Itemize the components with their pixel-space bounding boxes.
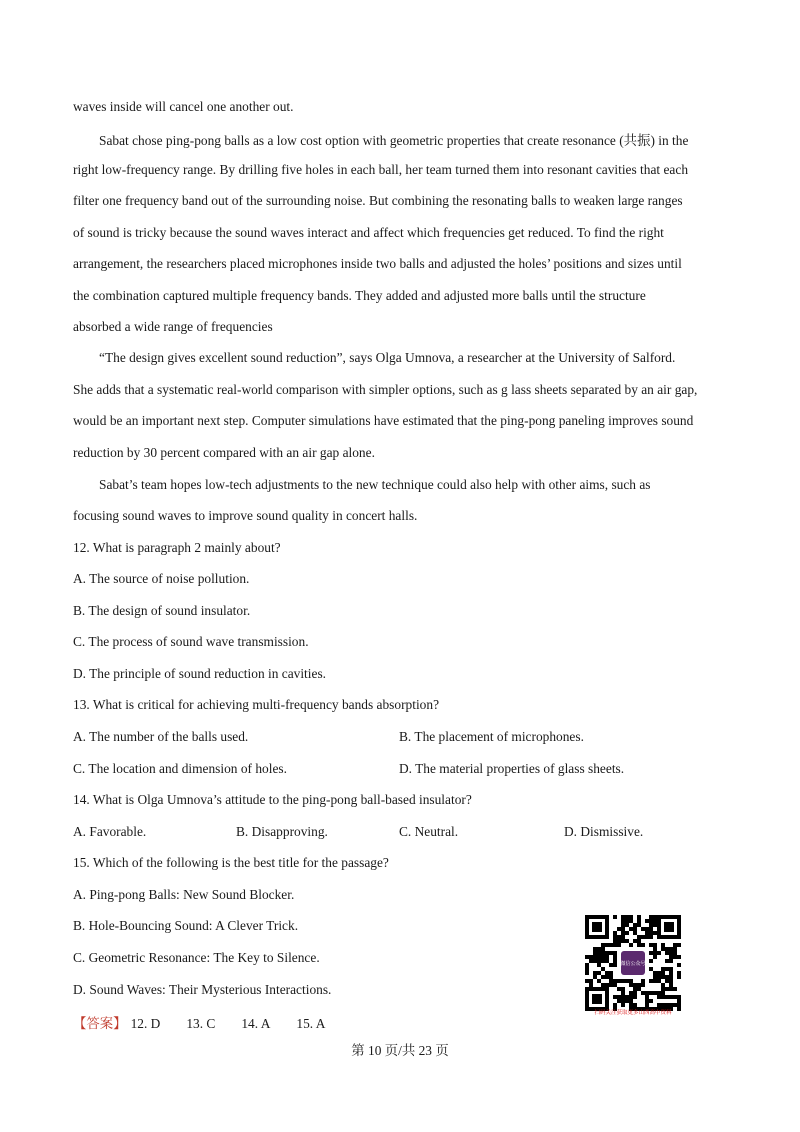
- answer-item: 15. A: [296, 1016, 326, 1031]
- qr-caption: 扫码关注获取更多山西高中资料: [594, 1010, 672, 1016]
- option-a: A. The number of the balls used.: [73, 729, 249, 744]
- option-b: B. The design of sound insulator.: [73, 603, 251, 618]
- option-d: D. Sound Waves: Their Mysterious Interactions.: [73, 982, 332, 997]
- option-c: C. Neutral.: [399, 824, 459, 839]
- passage-line: focusing sound waves to improve sound quality in concert halls.: [73, 508, 418, 523]
- passage-line: arrangement, the researchers placed microphones inside two balls and adjusted the holes’ positions and sizes until: [73, 256, 682, 271]
- passage-line: right low-frequency range. By drilling five holes in each ball, her team turned them into resonant cavities that each: [73, 162, 689, 177]
- question-stem: 14. What is Olga Umnova’s attitude to the ping-pong ball-based insulator?: [73, 792, 472, 807]
- passage-line: filter one frequency band out of the surrounding noise. But combining the resonating balls to weaken large ranges: [73, 193, 683, 208]
- option-c: C. The process of sound wave transmission.: [73, 634, 309, 649]
- svg-text:微信公众号: 微信公众号: [620, 961, 646, 967]
- passage-line: of sound is tricky because the sound waves interact and affect which frequencies get reduced. To find the right: [73, 225, 664, 240]
- answer-item: 12. D: [130, 1016, 161, 1031]
- option-c: C. Geometric Resonance: The Key to Silence.: [73, 950, 320, 965]
- passage-line: “The design gives excellent sound reduction”, says Olga Umnova, a researcher at the University of Salford.: [99, 350, 676, 365]
- passage-line: reduction by 30 percent compared with an air gap alone.: [73, 445, 375, 460]
- passage-line: absorbed a wide range of frequencies: [73, 319, 273, 334]
- page-number: 第 10 页/共 23 页: [351, 1043, 449, 1058]
- passage-line: Sabat’s team hopes low-tech adjustments to the new technique could also help with other aims, such as: [99, 477, 651, 492]
- answer-item: 14. A: [241, 1016, 271, 1031]
- option-c: C. The location and dimension of holes.: [73, 761, 287, 776]
- option-b: B. Hole-Bouncing Sound: A Clever Trick.: [73, 918, 299, 933]
- option-a: A. Ping-pong Balls: New Sound Blocker.: [73, 887, 295, 902]
- passage-line: the combination captured multiple frequency bands. They added and adjusted more balls until the structure: [73, 288, 646, 303]
- passage-line: waves inside will cancel one another out.: [73, 99, 294, 114]
- passage-line: She adds that a systematic real-world comparison with simpler options, such as g lass sheets separated by an air gap,: [73, 382, 698, 397]
- option-d: D. The material properties of glass sheets.: [399, 761, 625, 776]
- answer-line: [73, 1013, 325, 1032]
- question-stem: 12. What is paragraph 2 mainly about?: [73, 540, 281, 555]
- answer-item: 13. C: [186, 1016, 216, 1031]
- answer-tag: 【答案】: [73, 1016, 127, 1031]
- option-b: B. Disapproving.: [236, 824, 328, 839]
- qr-code-image: [581, 911, 685, 1015]
- passage-line: Sabat chose ping-pong balls as a low cost option with geometric properties that create resonance (共振) in the: [99, 133, 689, 148]
- qr-code-graphic: [581, 911, 685, 1015]
- option-d: D. The principle of sound reduction in cavities.: [73, 666, 326, 681]
- option-b: B. The placement of microphones.: [399, 729, 584, 744]
- option-a: A. The source of noise pollution.: [73, 571, 250, 586]
- option-d: D. Dismissive.: [564, 824, 644, 839]
- passage-line: would be an important next step. Computer simulations have estimated that the ping-pong paneling improves sound: [73, 413, 694, 428]
- question-stem: 15. Which of the following is the best title for the passage?: [73, 855, 389, 870]
- question-stem: 13. What is critical for achieving multi-frequency bands absorption?: [73, 697, 440, 712]
- option-a: A. Favorable.: [73, 824, 147, 839]
